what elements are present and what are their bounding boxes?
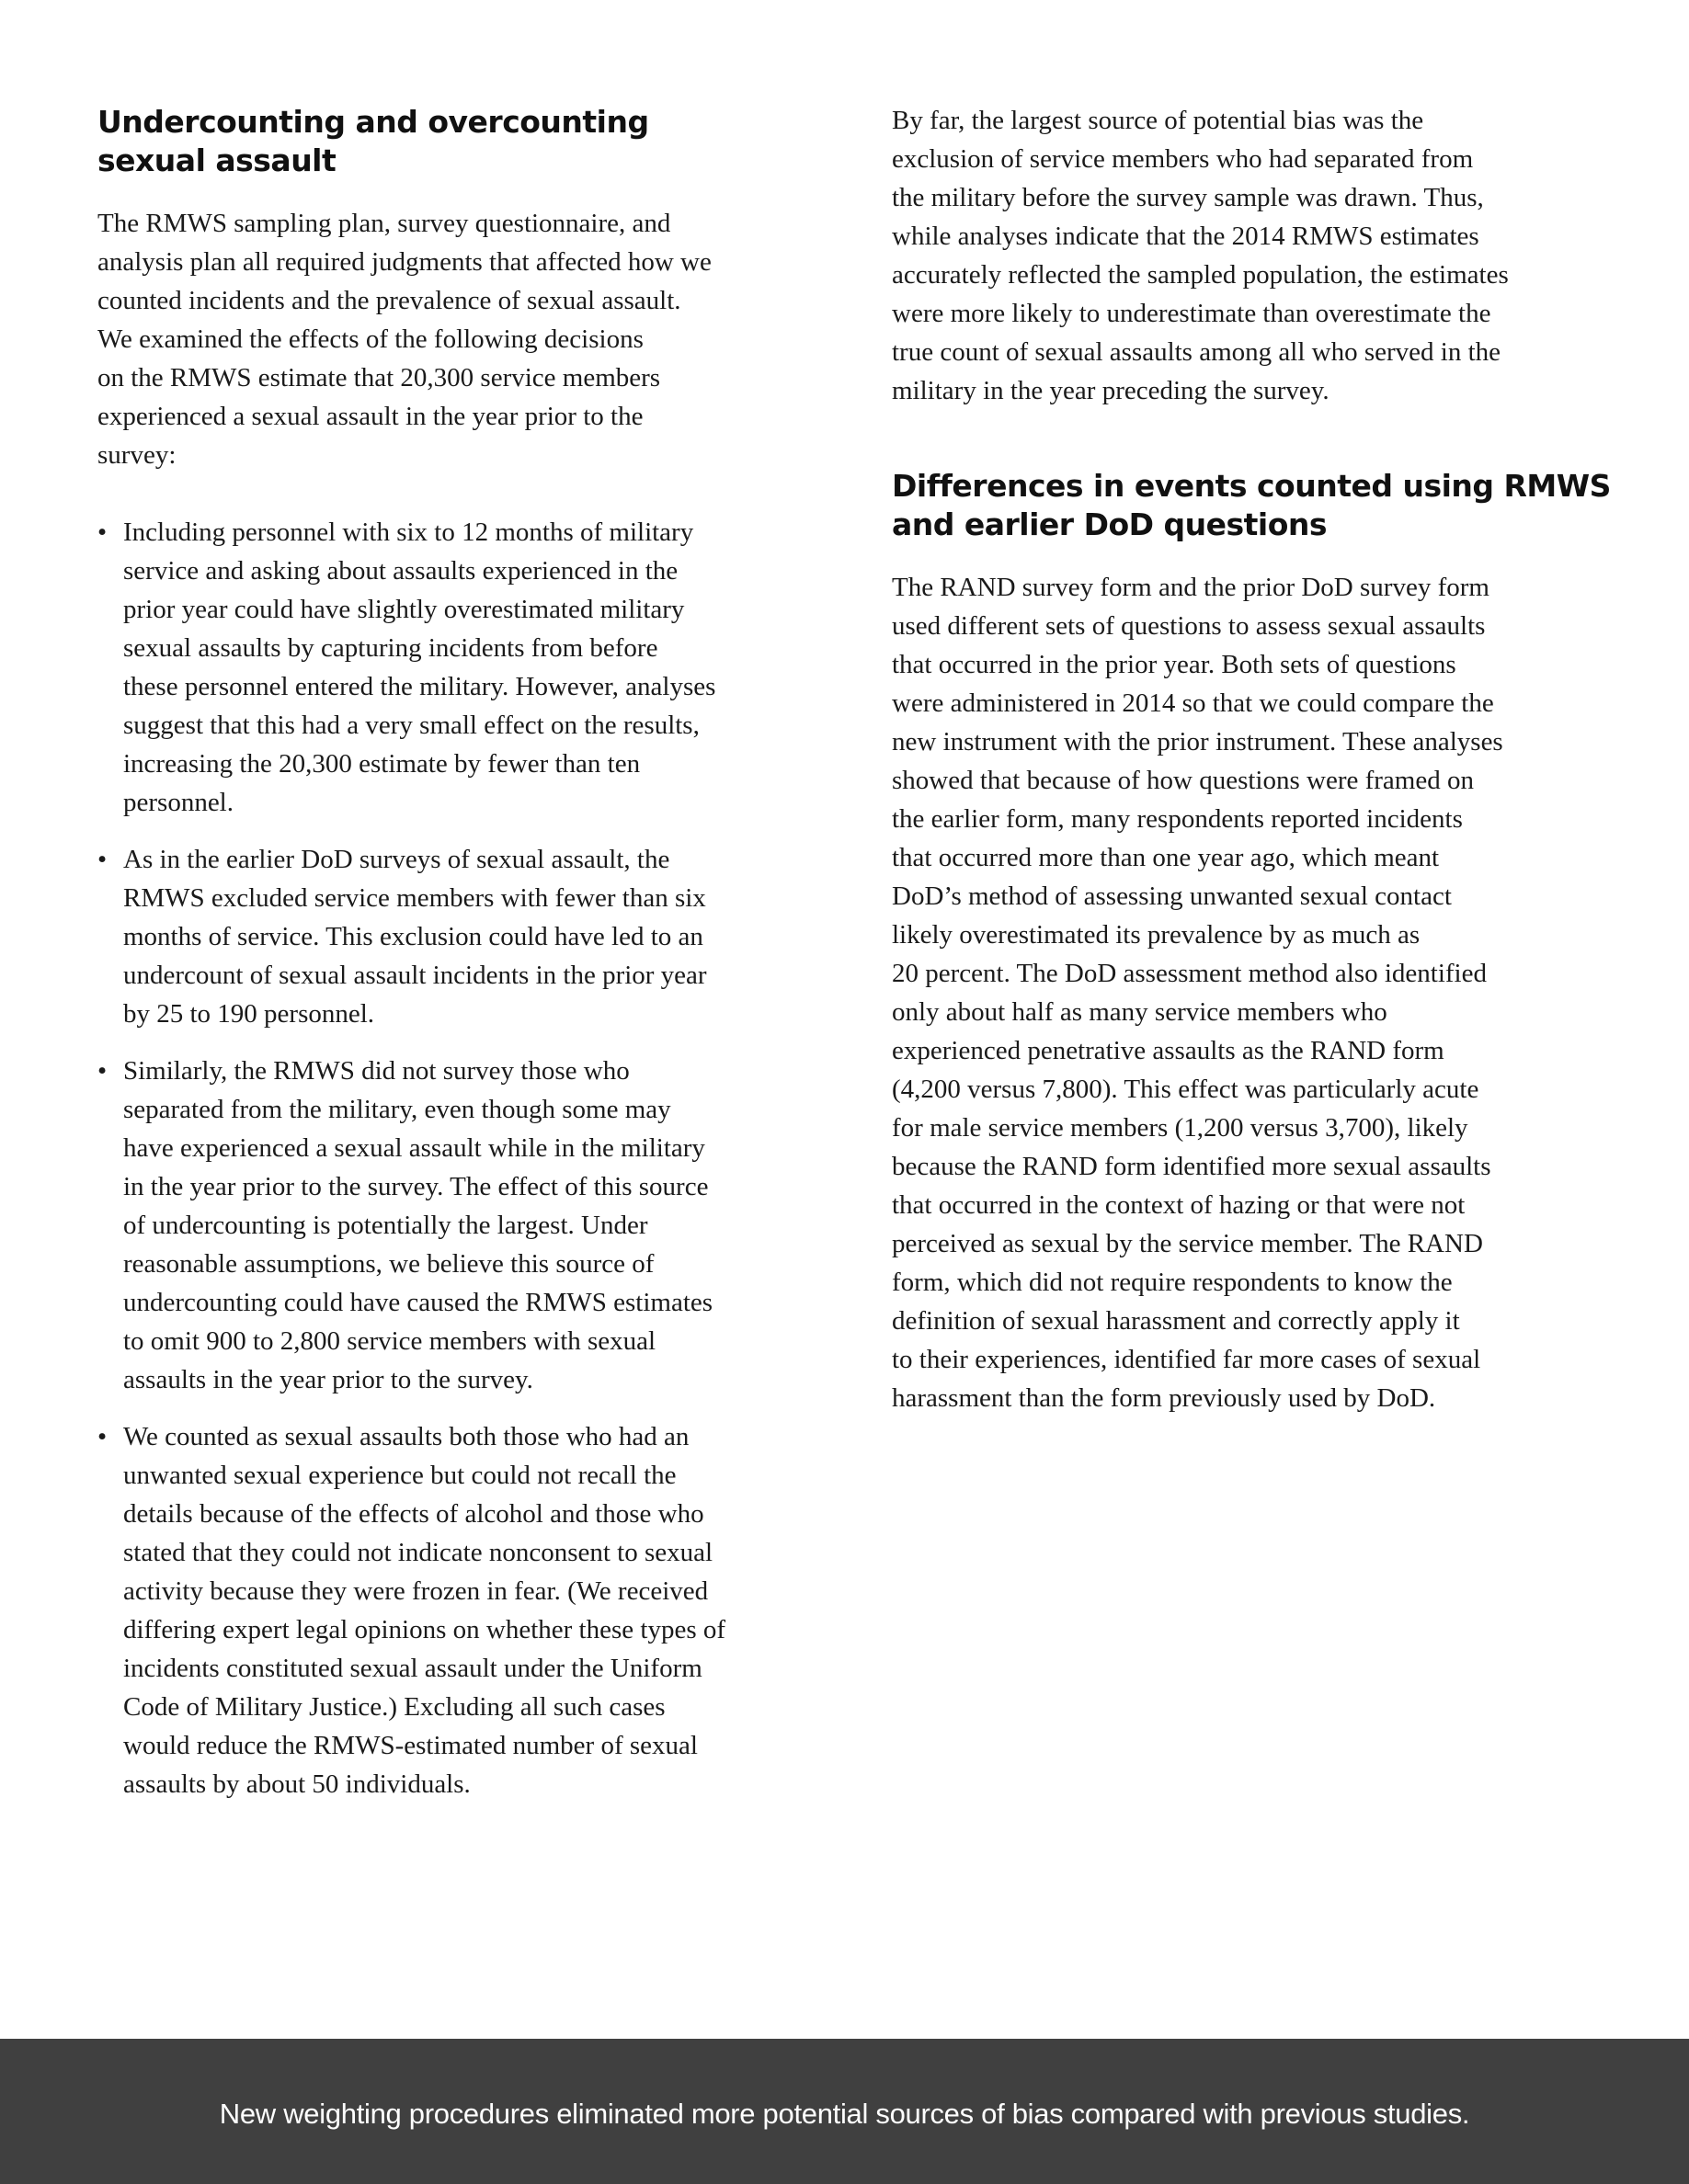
bullet-list [97,513,778,1803]
text-line: separated from the military, even though some may [123,1095,671,1124]
text-line: harassment than the form previously used by DoD. [892,1383,1436,1413]
text-line: were more likely to underestimate than overestimate the [892,299,1491,328]
text-line: differing expert legal opinions on whether these types of [123,1615,726,1644]
heading-line: Differences in events counted using RMWS [892,468,1611,504]
text-line: undercount of sexual assault incidents in the prior year [123,961,707,990]
text-line: of undercounting is potentially the largest. Under [123,1211,648,1240]
text-line: in the year prior to the survey. The effect of this source [123,1172,709,1201]
text-line: unwanted sexual experience but could not recall the [123,1461,677,1490]
text-line: 20 percent. The DoD assessment method also identified [892,959,1487,988]
text-line: The RMWS sampling plan, survey questionnaire, and [97,209,671,238]
text-line: counted incidents and the prevalence of sexual assault. [97,286,681,315]
text-line: to omit 900 to 2,800 service members with sexual [123,1326,656,1356]
text-line: that occurred more than one year ago, which meant [892,843,1440,872]
text-line: We examined the effects of the following decisions [97,324,644,354]
text-line: By far, the largest source of potential bias was the [892,106,1424,135]
text-line: RMWS excluded service members with fewer than six [123,883,706,913]
bullet-icon: • [97,1056,108,1086]
bullet-item-fewer-than-six-months [97,840,778,1033]
text-line: Code of Military Justice.) Excluding all such cases [123,1692,666,1722]
text-line: only about half as many service members who [892,997,1387,1027]
bullet-text [123,1417,778,1803]
footer-caption: New weighting procedures eliminated more potential sources of bias compared with previous studies. [219,2098,1470,2130]
text-line: experienced penetrative assaults as the RAND form [892,1036,1444,1065]
text-line: sexual assaults by capturing incidents from before [123,633,658,663]
text-line: months of service. This exclusion could have led to an [123,922,703,951]
text-line: true count of sexual assaults among all who served in the [892,337,1501,367]
text-line: military in the year preceding the survey. [892,376,1330,405]
text-line: the earlier form, many respondents reported incidents [892,804,1463,834]
text-line: to their experiences, identified far more cases of sexual [892,1345,1481,1374]
text-line: accurately reflected the sampled population, the estimates [892,260,1509,290]
text-line: new instrument with the prior instrument. These analyses [892,727,1503,756]
bias-paragraph [892,101,1554,410]
intro-paragraph [97,204,778,474]
text-line: definition of sexual harassment and correctly apply it [892,1306,1460,1336]
text-line: experienced a sexual assault in the year prior to the [97,402,644,431]
bullet-text [123,840,778,1033]
bullet-item-separated-members [97,1052,778,1399]
text-line: undercounting could have caused the RMWS estimates [123,1288,713,1317]
text-line: analysis plan all required judgments that affected how we [97,247,712,277]
text-line: have experienced a sexual assault while in the military [123,1133,705,1163]
bullet-text [123,1052,778,1399]
text-line: increasing the 20,300 estimate by fewer than ten [123,749,641,779]
section-heading-differences [892,467,1611,544]
text-line: suggest that this had a very small effect on the results, [123,711,700,740]
left-column [97,103,778,1822]
text-line: showed that because of how questions were framed on [892,766,1474,795]
text-line: assaults by about 50 individuals. [123,1769,471,1799]
text-line: by 25 to 190 personnel. [123,999,375,1029]
bullet-item-alcohol-and-fear [97,1417,778,1803]
text-line: prior year could have slightly overestimated military [123,595,685,624]
bullet-icon: • [97,845,108,874]
text-line: details because of the effects of alcohol and those who [123,1499,704,1529]
text-line: assaults in the year prior to the survey. [123,1365,533,1394]
section-heading-undercounting [97,103,778,180]
text-line: perceived as sexual by the service member. The RAND [892,1229,1483,1258]
text-line: reasonable assumptions, we believe this source of [123,1249,655,1279]
heading-line: and earlier DoD questions [892,506,1328,542]
heading-line: Undercounting and overcounting [97,104,649,140]
text-line: As in the earlier DoD surveys of sexual assault, the [123,845,670,874]
text-line: likely overestimated its prevalence by as much as [892,920,1421,950]
text-line: Including personnel with six to 12 months of military [123,518,694,547]
text-line: personnel. [123,788,234,817]
text-line: these personnel entered the military. However, analyses [123,672,716,701]
differences-paragraph [892,568,1554,1417]
text-line: form, which did not require respondents to know the [892,1268,1453,1297]
text-line: because the RAND form identified more sexual assaults [892,1152,1491,1181]
text-line: the military before the survey sample was drawn. Thus, [892,183,1484,212]
text-line: used different sets of questions to assess sexual assaults [892,611,1486,641]
bullet-item-six-to-12-months [97,513,778,822]
bullet-icon: • [97,1422,108,1451]
text-line: would reduce the RMWS-estimated number of sexual [123,1731,698,1760]
text-line: while analyses indicate that the 2014 RMWS estimates [892,222,1479,251]
text-line: for male service members (1,200 versus 3,700), likely [892,1113,1468,1143]
right-column [892,103,1611,1417]
text-line: that occurred in the context of hazing or that were not [892,1190,1466,1220]
text-line: on the RMWS estimate that 20,300 service members [97,363,661,392]
text-line: DoD’s method of assessing unwanted sexual contact [892,882,1452,911]
text-line: were administered in 2014 so that we could compare the [892,688,1494,718]
text-line: activity because they were frozen in fear. (We received [123,1576,709,1606]
text-line: that occurred in the prior year. Both sets of questions [892,650,1456,679]
bullet-text [123,513,778,822]
text-line: stated that they could not indicate nonconsent to sexual [123,1538,713,1567]
text-line: The RAND survey form and the prior DoD survey form [892,573,1489,602]
text-line: survey: [97,440,177,470]
heading-line: sexual assault [97,142,337,178]
text-line: (4,200 versus 7,800). This effect was particularly acute [892,1075,1479,1104]
text-line: Similarly, the RMWS did not survey those who [123,1056,630,1086]
text-line: exclusion of service members who had separated from [892,144,1474,174]
text-line: We counted as sexual assaults both those who had an [123,1422,690,1451]
text-line: incidents constituted sexual assault under the Uniform [123,1654,702,1683]
bullet-icon: • [97,518,108,547]
text-line: service and asking about assaults experienced in the [123,556,679,586]
